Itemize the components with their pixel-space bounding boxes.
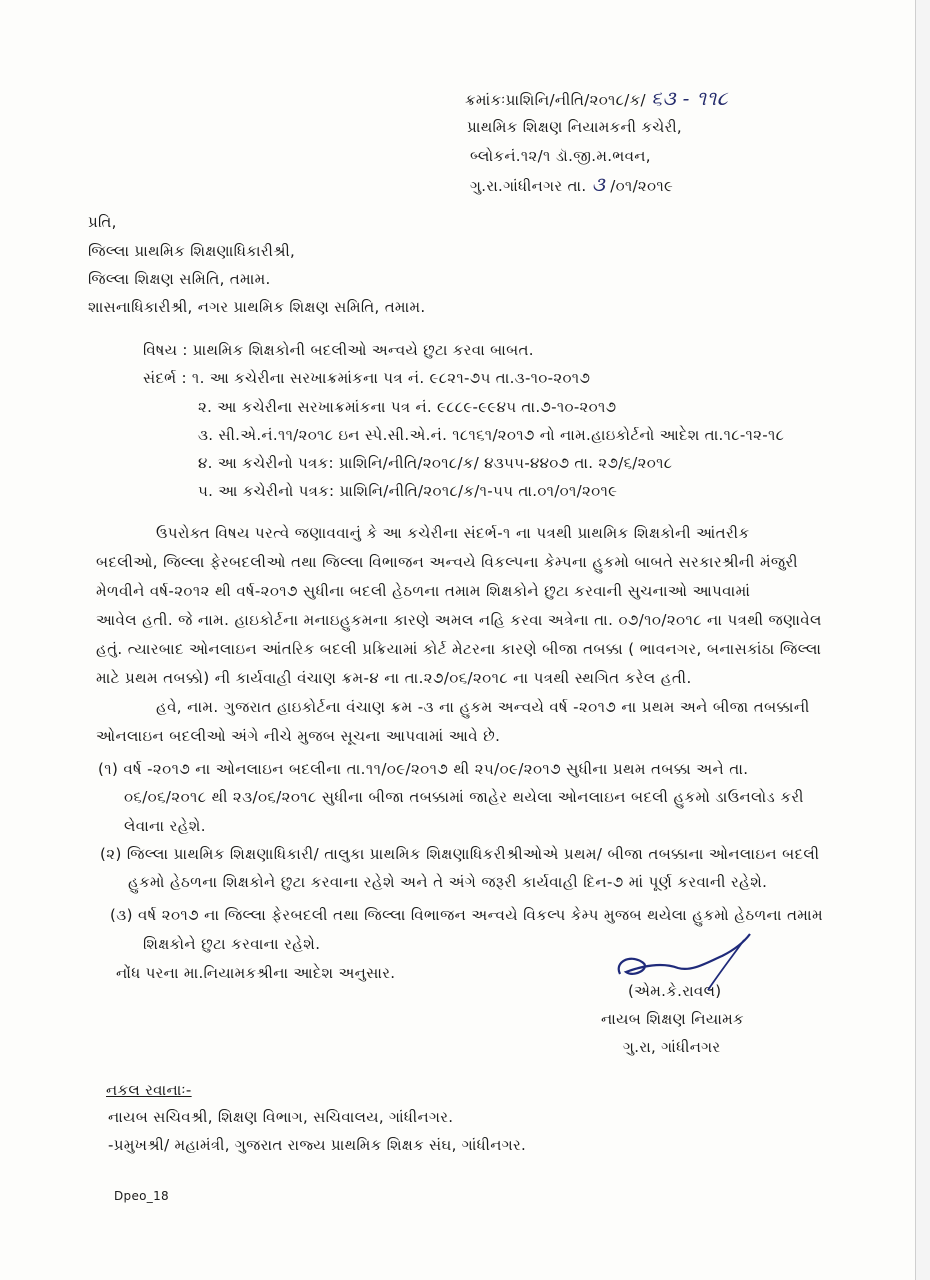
reference-prefix: ક્રમાંકઃપ્રાશિનિ/નીતિ/૨૦૧૮/ક/ <box>465 91 646 109</box>
city-prefix: ગુ.રા.ગાંધીનગર તા. <box>470 177 587 195</box>
point-3-line-2: શિક્ષકોને છુટા કરવાના રહેશે. <box>143 935 321 953</box>
point-1-line-3: લેવાના રહેશે. <box>124 817 206 835</box>
to-line-2: જિલ્લા શિક્ષણ સમિતિ, તમામ. <box>88 270 271 288</box>
office-address: બ્લોકનં.૧૨/૧ ડૉ.જી.મ.ભવન, <box>470 147 651 165</box>
office-name: પ્રાથમિક શિક્ષણ નિયામકની કચેરી, <box>467 118 682 136</box>
page-edge <box>915 0 930 1280</box>
reference-1: સંદર્ભ : ૧. આ કચેરીના સરખાક્રમાંકના પત્ર નં. ૯૮૨૧-૭૫ તા.૩-૧૦-૨૦૧૭ <box>143 369 591 387</box>
copy-line-2: -પ્રમુખશ્રી/ મહામંત્રી, ગુજરાત રાજ્ય પ્રાથમિક શિક્ષક સંઘ, ગાંધીનગર. <box>108 1136 527 1154</box>
reference-4: ૪. આ કચેરીનો પત્રક: પ્રાશિનિ/નીતિ/૨૦૧૮/ક/ ૪૩૫૫-૪૪૦૭ તા. ૨૭/૬/૨૦૧૮ <box>198 454 673 472</box>
signatory-place: ગુ.રા, ગાંધીનગર <box>623 1038 721 1056</box>
para1-line-1: ઉપરોક્ત વિષય પરત્વે જણાવવાનું કે આ કચેરીના સંદર્ભ-૧ ના પત્રથી પ્રાથમિક શિક્ષકોની આંતરીક <box>156 524 750 542</box>
date-handwritten: ૩ <box>591 172 606 196</box>
point-2-line-2: હુકમો હેઠળના શિક્ષકોને છુટા કરવાના રહેશે અને તે અંગે જરૂરી કાર્યવાહી દિન-૭ માં પૂર્ણ કરવાની રહેશે. <box>128 873 768 891</box>
point-3-line-1: (૩) વર્ષ ૨૦૧૭ ના જિલ્લા ફેરબદલી તથા જિલ્લા વિભાજન અન્વયે વિકલ્પ કેમ્પ મુજબ થયેલા હુકમો હેઠળના તમામ <box>110 906 823 924</box>
reference-5: ૫. આ કચેરીનો પત્રક: પ્રાશિનિ/નીતિ/૨૦૧૮/ક/૧-૫૫ તા.૦૧/૦૧/૨૦૧૯ <box>198 482 618 500</box>
to-line-1: જિલ્લા પ્રાથમિક શિક્ષણાધિકારીશ્રી, <box>88 242 296 260</box>
para1-line-3: મેળવીને વર્ષ-૨૦૧૨ થી વર્ષ-૨૦૧૭ સુધીના બદલી હેઠળના તમામ શિક્ષકોને છુટા કરવાની સુચનાઓ આપવામાં <box>96 582 751 600</box>
copy-line-1: નાયબ સચિવશ્રી, શિક્ષણ વિભાગ, સચિવાલય, ગાંધીનગર. <box>108 1108 454 1126</box>
para2-line-2: ઓનલાઇન બદલીઓ અંગે નીચે મુજબ સૂચના આપવામાં આવે છે. <box>96 727 501 745</box>
reference-2: ૨. આ કચેરીના સરખાક્રમાંકના પત્ર નં. ૯૮૮૯-૯૯૪૫ તા.૭-૧૦-૨૦૧૭ <box>198 398 617 416</box>
point-1-line-1: (૧) વર્ષ -૨૦૧૭ ના ઓનલાઇન બદલીના તા.૧૧/૦૯/૨૦૧૭ થી ૨૫/૦૯/૨૦૧૭ સુધીના પ્રથમ તબક્કા અને તા. <box>98 760 749 778</box>
reference-number <box>465 88 728 110</box>
signatory-designation: નાયબ શિક્ષણ નિયામક <box>601 1010 744 1028</box>
reference-3: ૩. સી.એ.નં.૧૧/૨૦૧૮ ઇન સ્પે.સી.એ.નં. ૧૮૧૬૧/૨૦૧૭ નો નામ.હાઇકોર્ટનો આદેશ તા.૧૮-૧૨-૧૮ <box>198 426 785 444</box>
subject-line: વિષય : પ્રાથમિક શિક્ષકોની બદલીઓ અન્વયે છુટા કરવા બાબત. <box>143 341 534 359</box>
to-label: પ્રતિ, <box>88 213 117 231</box>
para1-line-5: હતું. ત્યારબાદ ઓનલાઇન આંતરિક બદલી પ્રક્રિયામાં કોર્ટ મેટરના કારણે બીજા તબક્કા ( ભાવનગર, બનાસકાંઠા જિલ્લા <box>96 640 822 658</box>
signatory-name: (એમ.કે.રાવલ) <box>628 982 722 1000</box>
point-1-line-2: ૦૬/૦૬/૨૦૧૮ થી ૨૩/૦૬/૨૦૧૮ સુધીના બીજા તબક્કામાં જાહેર થયેલા ઓનલાઇન બદલી હુકમો ડાઉનલોડ કરી <box>124 788 804 806</box>
city-date <box>470 174 673 196</box>
point-2-line-1: (૨) જિલ્લા પ્રાથમિક શિક્ષણાધિકારી/ તાલુકા પ્રાથમિક શિક્ષણાધિકરીશ્રીઓએ પ્રથમ/ બીજા તબક્કાના ઓનલાઇન બદલી <box>100 845 820 863</box>
para1-line-6: માટે પ્રથમ તબક્કો) ની કાર્યવાહી વંચાણ ક્રમ-૪ ના તા.૨૭/૦૬/૨૦૧૮ ના પત્રથી સ્થગિત કરેલ હતી. <box>96 669 692 687</box>
date-suffix: /૦૧/૨૦૧૯ <box>610 177 674 195</box>
to-line-3: શાસનાધિકારીશ્રી, નગર પ્રાથમિક શિક્ષણ સમિતિ, તમામ. <box>88 298 426 316</box>
reference-handwritten: ૬૩ - ૧૧૮ <box>650 86 728 110</box>
para1-line-2: બદલીઓ, જિલ્લા ફેરબદલીઓ તથા જિલ્લા વિભાજન અન્વયે વિકલ્પના કેમ્પના હુકમો બાબતે સરકારશ્રીની મંજુરી <box>96 553 798 571</box>
note-line: નોંધ પરના મા.નિયામકશ્રીના આદેશ અનુસાર. <box>116 964 396 982</box>
copy-label: નકલ રવાનાઃ- <box>106 1081 192 1099</box>
para2-line-1: હવે, નામ. ગુજરાત હાઇકોર્ટના વંચાણ ક્રમ -૩ ના હુકમ અન્વયે વર્ષ -૨૦૧૭ ના પ્રથમ અને બીજા તબક્કાની <box>156 698 810 716</box>
para1-line-4: આવેલ હતી. જે નામ. હાઇકોર્ટના મનાઇહુકમના કારણે અમલ નહિ કરવા અત્રેના તા. ૦૭/૧૦/૨૦૧૮ ના પત્રથી જણાવેલ <box>96 611 822 629</box>
footer-code: Dpeo_18 <box>114 1189 169 1203</box>
